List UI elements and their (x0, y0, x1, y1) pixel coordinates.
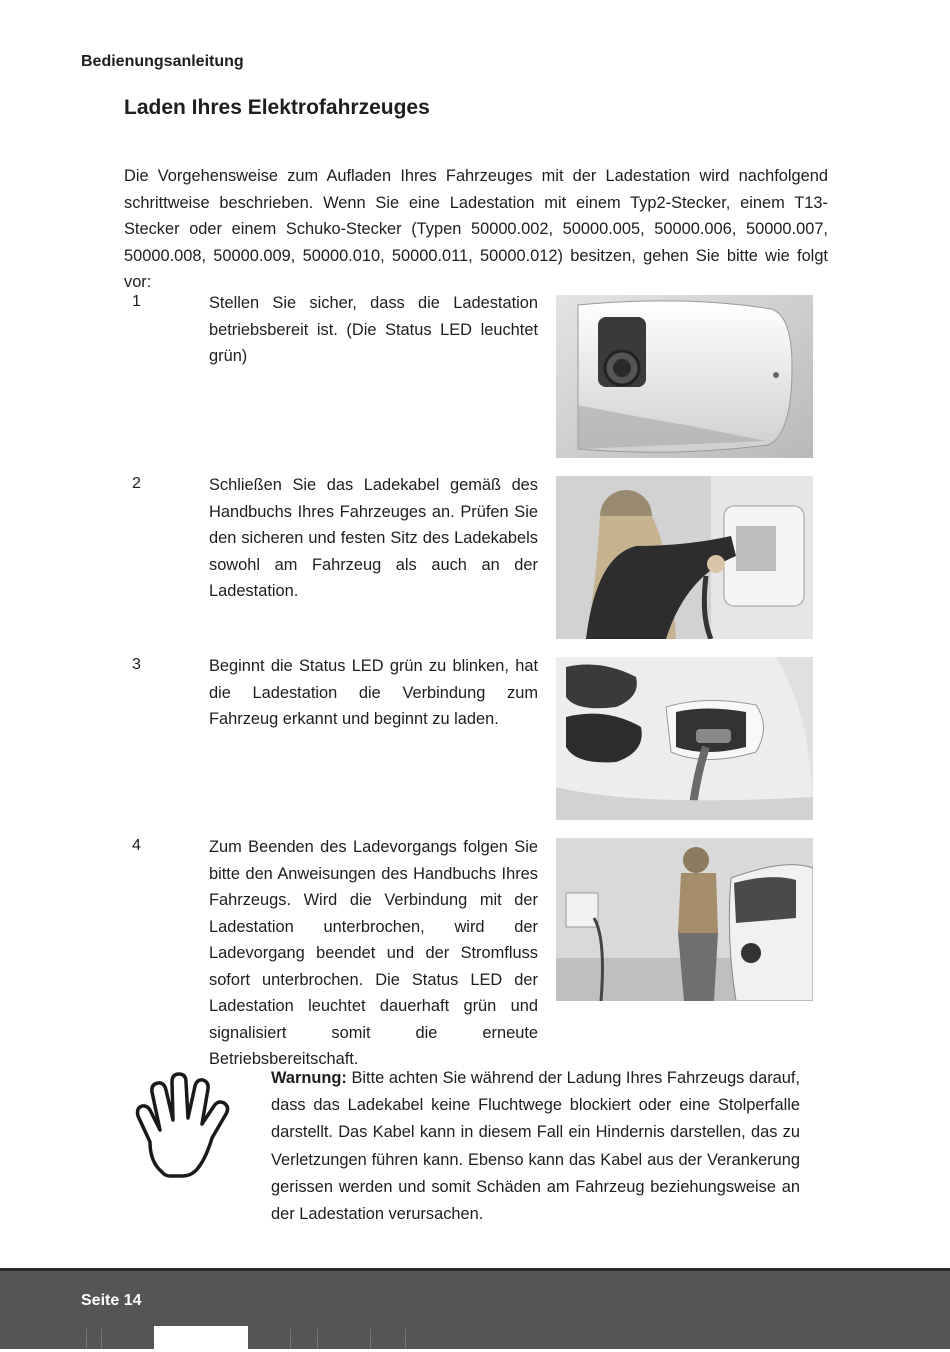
warning-text: Bitte achten Sie während der Ladung Ihres Fahrzeugs darauf, dass das Ladekabel keine Fluchtwege blockiert oder eine Stolperfalle darstellt. Das Kabel kann in diesem Fall ein Hindernis darstellen, das zu Verletzungen führen kann. Ebenso kann das Kabel aus der Verankerung gerissen werden und somit Schäden am Fahrzeug beziehungsweise an der Ladestation verursachen. (271, 1069, 800, 1224)
footer-divider (101, 1329, 102, 1349)
step-text-2: Schließen Sie das Ladekabel gemäß des Handbuchs Ihres Fahrzeuges an. Prüfen Sie den sicheren und festen Sitz des Ladekabels sowohl am Fahrzeug als auch an der Ladestation. (209, 476, 538, 600)
step-text-4: Zum Beenden des Ladevorgangs folgen Sie bitte den Anweisungen des Handbuchs Ihres Fahrzeugs. Wird die Verbindung mit der Ladestation unterbrochen, wird der Ladevorgang beendet und der Stromfluss sofort unterbrochen. Die Status LED der Ladestation leuchtet dauerhaft grün und signalisiert somit die erneute Betriebsbereitschaft. (209, 838, 538, 1068)
footer-divider (86, 1329, 87, 1349)
step-number-4: 4 (132, 837, 141, 854)
step-text-1: Stellen Sie sicher, dass die Ladestation betriebsbereit ist. (Die Status LED leuchtet grün) (209, 294, 538, 365)
step-number-2: 2 (132, 475, 141, 492)
step-number-3: 3 (132, 656, 141, 673)
footer-divider (317, 1329, 318, 1349)
step-text-3: Beginnt die Status LED grün zu blinken, hat die Ladestation die Verbindung zum Fahrzeug erkannt und beginnt zu laden. (209, 657, 538, 728)
photo-woman-unplugging-car (556, 838, 813, 1001)
photo-car-charging-port (556, 657, 813, 820)
hand-stop-icon (132, 1072, 238, 1178)
page-number: Seite 14 (81, 1292, 142, 1309)
page-title: Laden Ihres Elektrofahrzeuges (124, 96, 430, 119)
intro-paragraph: Die Vorgehensweise zum Aufladen Ihres Fahrzeuges mit der Ladestation wird nachfolgend schrittweise beschrieben. Wenn Sie eine Ladestation mit einem Typ2-Stecker, einem T13-Stecker oder einem Schuko-Stecker (Typen 50000.002, 50000.005, 50000.006, 50000.007, 50000.008, 50000.009, 50000.010, 50000.011, 50000.012) besitzen, gehen Sie bitte wie folgt vor: (124, 167, 828, 291)
footer-color-bar (154, 1326, 248, 1352)
footer-divider (290, 1329, 291, 1349)
header-label: Bedienungsanleitung (81, 53, 244, 70)
step-number-1: 1 (132, 293, 141, 310)
page-footer (0, 1268, 950, 1349)
footer-divider (405, 1329, 406, 1349)
photo-woman-plugging-cable (556, 476, 813, 639)
photo-charging-station (556, 295, 813, 458)
footer-divider (370, 1329, 371, 1349)
warning-paragraph (271, 1065, 800, 1228)
warning-label: Warnung: (271, 1069, 347, 1087)
